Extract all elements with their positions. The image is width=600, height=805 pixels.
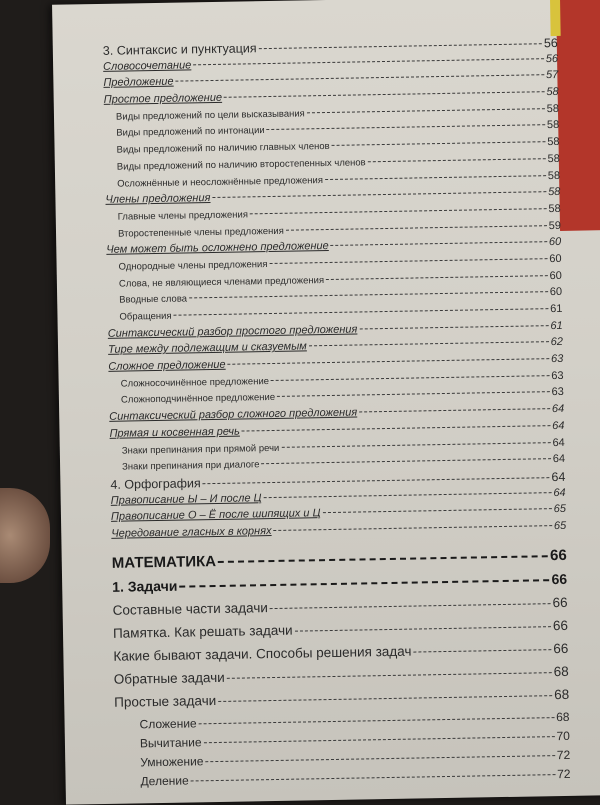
toc-leader bbox=[259, 43, 542, 49]
toc-entry-title: Сложноподчинённое предложение bbox=[120, 392, 276, 407]
toc-entry-title: Простые задачи bbox=[114, 692, 217, 710]
toc-leader bbox=[218, 555, 548, 563]
toc-entry-page: 68 bbox=[553, 663, 569, 679]
toc-entry-page: 59 bbox=[548, 219, 562, 232]
toc-entry-title: Умножение bbox=[140, 753, 204, 769]
toc-entry-page: 68 bbox=[553, 686, 570, 702]
toc-entry-page: 61 bbox=[550, 319, 563, 332]
toc-leader bbox=[274, 525, 552, 531]
toc-entry-title: Правописание О – Ё после шипящих и Ц bbox=[110, 507, 321, 524]
book-edge-red bbox=[556, 0, 600, 231]
toc-leader bbox=[176, 75, 544, 82]
toc-entry-title: Обращения bbox=[119, 310, 172, 323]
toc-leader bbox=[413, 649, 551, 652]
toc-entry-title: Словосочетание bbox=[103, 59, 192, 73]
toc-leader bbox=[332, 141, 546, 146]
toc-entry-title: Второстепенные члены предложения bbox=[117, 225, 284, 240]
toc-entry-page: 58 bbox=[548, 202, 561, 216]
toc-leader bbox=[227, 672, 552, 679]
toc-entry-title: Синтаксический разбор простого предложения bbox=[107, 323, 358, 340]
toc-entry-title: Правописание Ы – И после Ц bbox=[110, 491, 262, 507]
toc-leader bbox=[309, 342, 549, 347]
toc-leader bbox=[307, 108, 545, 113]
toc-entry-title: Сложное предложение bbox=[108, 358, 226, 373]
toc-leader bbox=[326, 275, 548, 280]
toc-entry-title: Вводные слова bbox=[119, 293, 188, 306]
toc-entry-page: 57 bbox=[545, 69, 559, 82]
math-heading-title: МАТЕМАТИКА bbox=[111, 552, 217, 572]
toc-entry-page: 72 bbox=[557, 766, 571, 781]
toc-entry-page: 70 bbox=[556, 728, 570, 743]
toc-leader bbox=[269, 258, 547, 264]
toc-entry-page: 61 bbox=[550, 302, 563, 316]
table-of-contents bbox=[103, 36, 571, 793]
toc-entry-page: 63 bbox=[550, 352, 564, 366]
toc-entry-page: 66 bbox=[553, 640, 569, 656]
toc-leader bbox=[271, 375, 549, 381]
toc-leader bbox=[204, 736, 555, 743]
toc-entry-title: Чем может быть осложнено предложение bbox=[106, 240, 329, 257]
toc-entry-page: 64 bbox=[551, 403, 565, 416]
toc-entry-page: 64 bbox=[553, 486, 566, 499]
book-edge-yellow bbox=[550, 0, 561, 36]
toc-entry-title: Виды предложений по цели высказывания bbox=[115, 108, 305, 123]
toc-leader bbox=[368, 158, 546, 162]
toc-section-title: 4. Орфография bbox=[110, 476, 201, 492]
toc-leader bbox=[325, 175, 546, 180]
toc-entry-page: 65 bbox=[553, 519, 567, 533]
syntax-entries bbox=[103, 53, 565, 478]
toc-leader bbox=[189, 291, 548, 298]
toc-entry-title: Синтаксический разбор сложного предложения bbox=[109, 406, 358, 423]
toc-leader bbox=[199, 717, 555, 724]
toc-leader bbox=[174, 308, 549, 316]
toc-entry-page: 58 bbox=[547, 169, 561, 182]
toc-leader bbox=[212, 191, 546, 198]
toc-entry-title: Сложносочинённое предложение bbox=[120, 375, 270, 390]
toc-section-page: 56 bbox=[543, 35, 558, 51]
toc-entry-title: Обратные задачи bbox=[113, 669, 225, 687]
toc-leader bbox=[193, 58, 544, 65]
toc-leader bbox=[179, 579, 549, 587]
toc-entry-page: 64 bbox=[552, 436, 565, 449]
book-page bbox=[52, 0, 600, 805]
toc-entry-page: 68 bbox=[556, 709, 570, 724]
toc-entry-title: Тире между подлежащим и сказуемым bbox=[107, 340, 307, 357]
toc-entry-title: Предложение bbox=[103, 76, 174, 90]
toc-entry-page: 60 bbox=[549, 269, 562, 282]
toc-entry-page: 58 bbox=[547, 152, 560, 165]
toc-leader bbox=[264, 492, 552, 498]
toc-leader bbox=[267, 125, 545, 131]
toc-leader bbox=[228, 358, 549, 365]
toc-leader bbox=[277, 392, 550, 398]
math-section-title: 1. Задачи bbox=[112, 577, 178, 595]
toc-entry-title: Какие бывают задачи. Способы решения задач bbox=[113, 643, 412, 664]
math-entries bbox=[112, 595, 570, 794]
toc-section-title: 3. Синтаксис и пунктуация bbox=[102, 41, 257, 58]
toc-entry-title: Деление bbox=[140, 773, 189, 788]
toc-entry-title: Составные части задачи bbox=[112, 599, 268, 618]
toc-entry-title: Виды предложений по интонации bbox=[116, 125, 265, 140]
toc-entry-title: Члены предложения bbox=[105, 192, 211, 207]
toc-leader bbox=[191, 774, 556, 781]
toc-entry-title: Знаки препинания при диалоге bbox=[122, 459, 260, 473]
toc-entry-title: Памятка. Как решать задачи bbox=[112, 622, 293, 641]
toc-entry-title: Прямая и косвенная речь bbox=[109, 425, 240, 440]
toc-leader bbox=[331, 241, 547, 246]
toc-entry-title: Однородные члены предложения bbox=[118, 259, 268, 273]
toc-leader bbox=[281, 442, 550, 448]
toc-entry-title: Знаки препинания при прямой речи bbox=[121, 442, 280, 457]
toc-entry-page: 58 bbox=[547, 136, 560, 149]
toc-entry-page: 56 bbox=[545, 52, 559, 65]
toc-entry-page: 58 bbox=[546, 86, 559, 99]
toc-leader bbox=[250, 208, 547, 214]
toc-entry-title: Вычитание bbox=[139, 734, 202, 750]
toc-entry-page: 63 bbox=[551, 369, 564, 382]
toc-entry-page: 65 bbox=[553, 503, 567, 516]
toc-entry-page: 66 bbox=[552, 594, 568, 610]
toc-leader bbox=[242, 425, 550, 431]
toc-leader bbox=[359, 325, 548, 329]
toc-entry-page: 72 bbox=[556, 747, 571, 762]
toc-entry-title: Слова, не являющиеся членами предложения bbox=[118, 274, 325, 290]
toc-entry-page: 64 bbox=[552, 453, 566, 466]
toc-leader bbox=[295, 626, 551, 631]
toc-entry-title: Осложнённые и неосложнённые предложения bbox=[117, 174, 324, 190]
toc-leader bbox=[359, 408, 550, 412]
toc-entry-page: 62 bbox=[550, 336, 564, 349]
toc-entry-title: Сложение bbox=[139, 715, 197, 731]
orthography-entries bbox=[111, 486, 567, 544]
toc-entry-page: 58 bbox=[546, 119, 560, 132]
toc-leader bbox=[203, 477, 550, 484]
toc-leader bbox=[205, 755, 554, 762]
math-section-page: 66 bbox=[551, 570, 568, 587]
thumb bbox=[0, 488, 50, 583]
toc-leader bbox=[261, 458, 550, 464]
toc-leader bbox=[270, 603, 551, 609]
toc-entry-title: Чередование гласных в корнях bbox=[111, 524, 272, 540]
toc-leader bbox=[286, 225, 547, 231]
toc-entry-page: 58 bbox=[546, 102, 560, 115]
toc-entry-page: 60 bbox=[549, 286, 563, 299]
toc-entry-page: 60 bbox=[548, 236, 562, 249]
toc-entry-page: 64 bbox=[552, 419, 565, 432]
toc-entry-title: Виды предложений по наличию второстепенных членов bbox=[116, 157, 366, 173]
toc-section-page: 64 bbox=[551, 469, 566, 485]
toc-entry-page: 58 bbox=[548, 186, 561, 199]
math-heading-page: 66 bbox=[549, 546, 567, 564]
toc-leader bbox=[218, 695, 552, 702]
toc-entry-page: 63 bbox=[551, 386, 564, 399]
toc-entry-title: Простое предложение bbox=[103, 91, 223, 106]
toc-entry-title: Виды предложений по наличию главных членов bbox=[116, 141, 330, 156]
toc-entry-page: 60 bbox=[549, 252, 562, 266]
toc-leader bbox=[323, 508, 552, 513]
toc-entry-title: Главные члены предложения bbox=[117, 209, 249, 223]
toc-leader bbox=[224, 91, 544, 98]
toc-entry-page: 66 bbox=[552, 617, 569, 633]
